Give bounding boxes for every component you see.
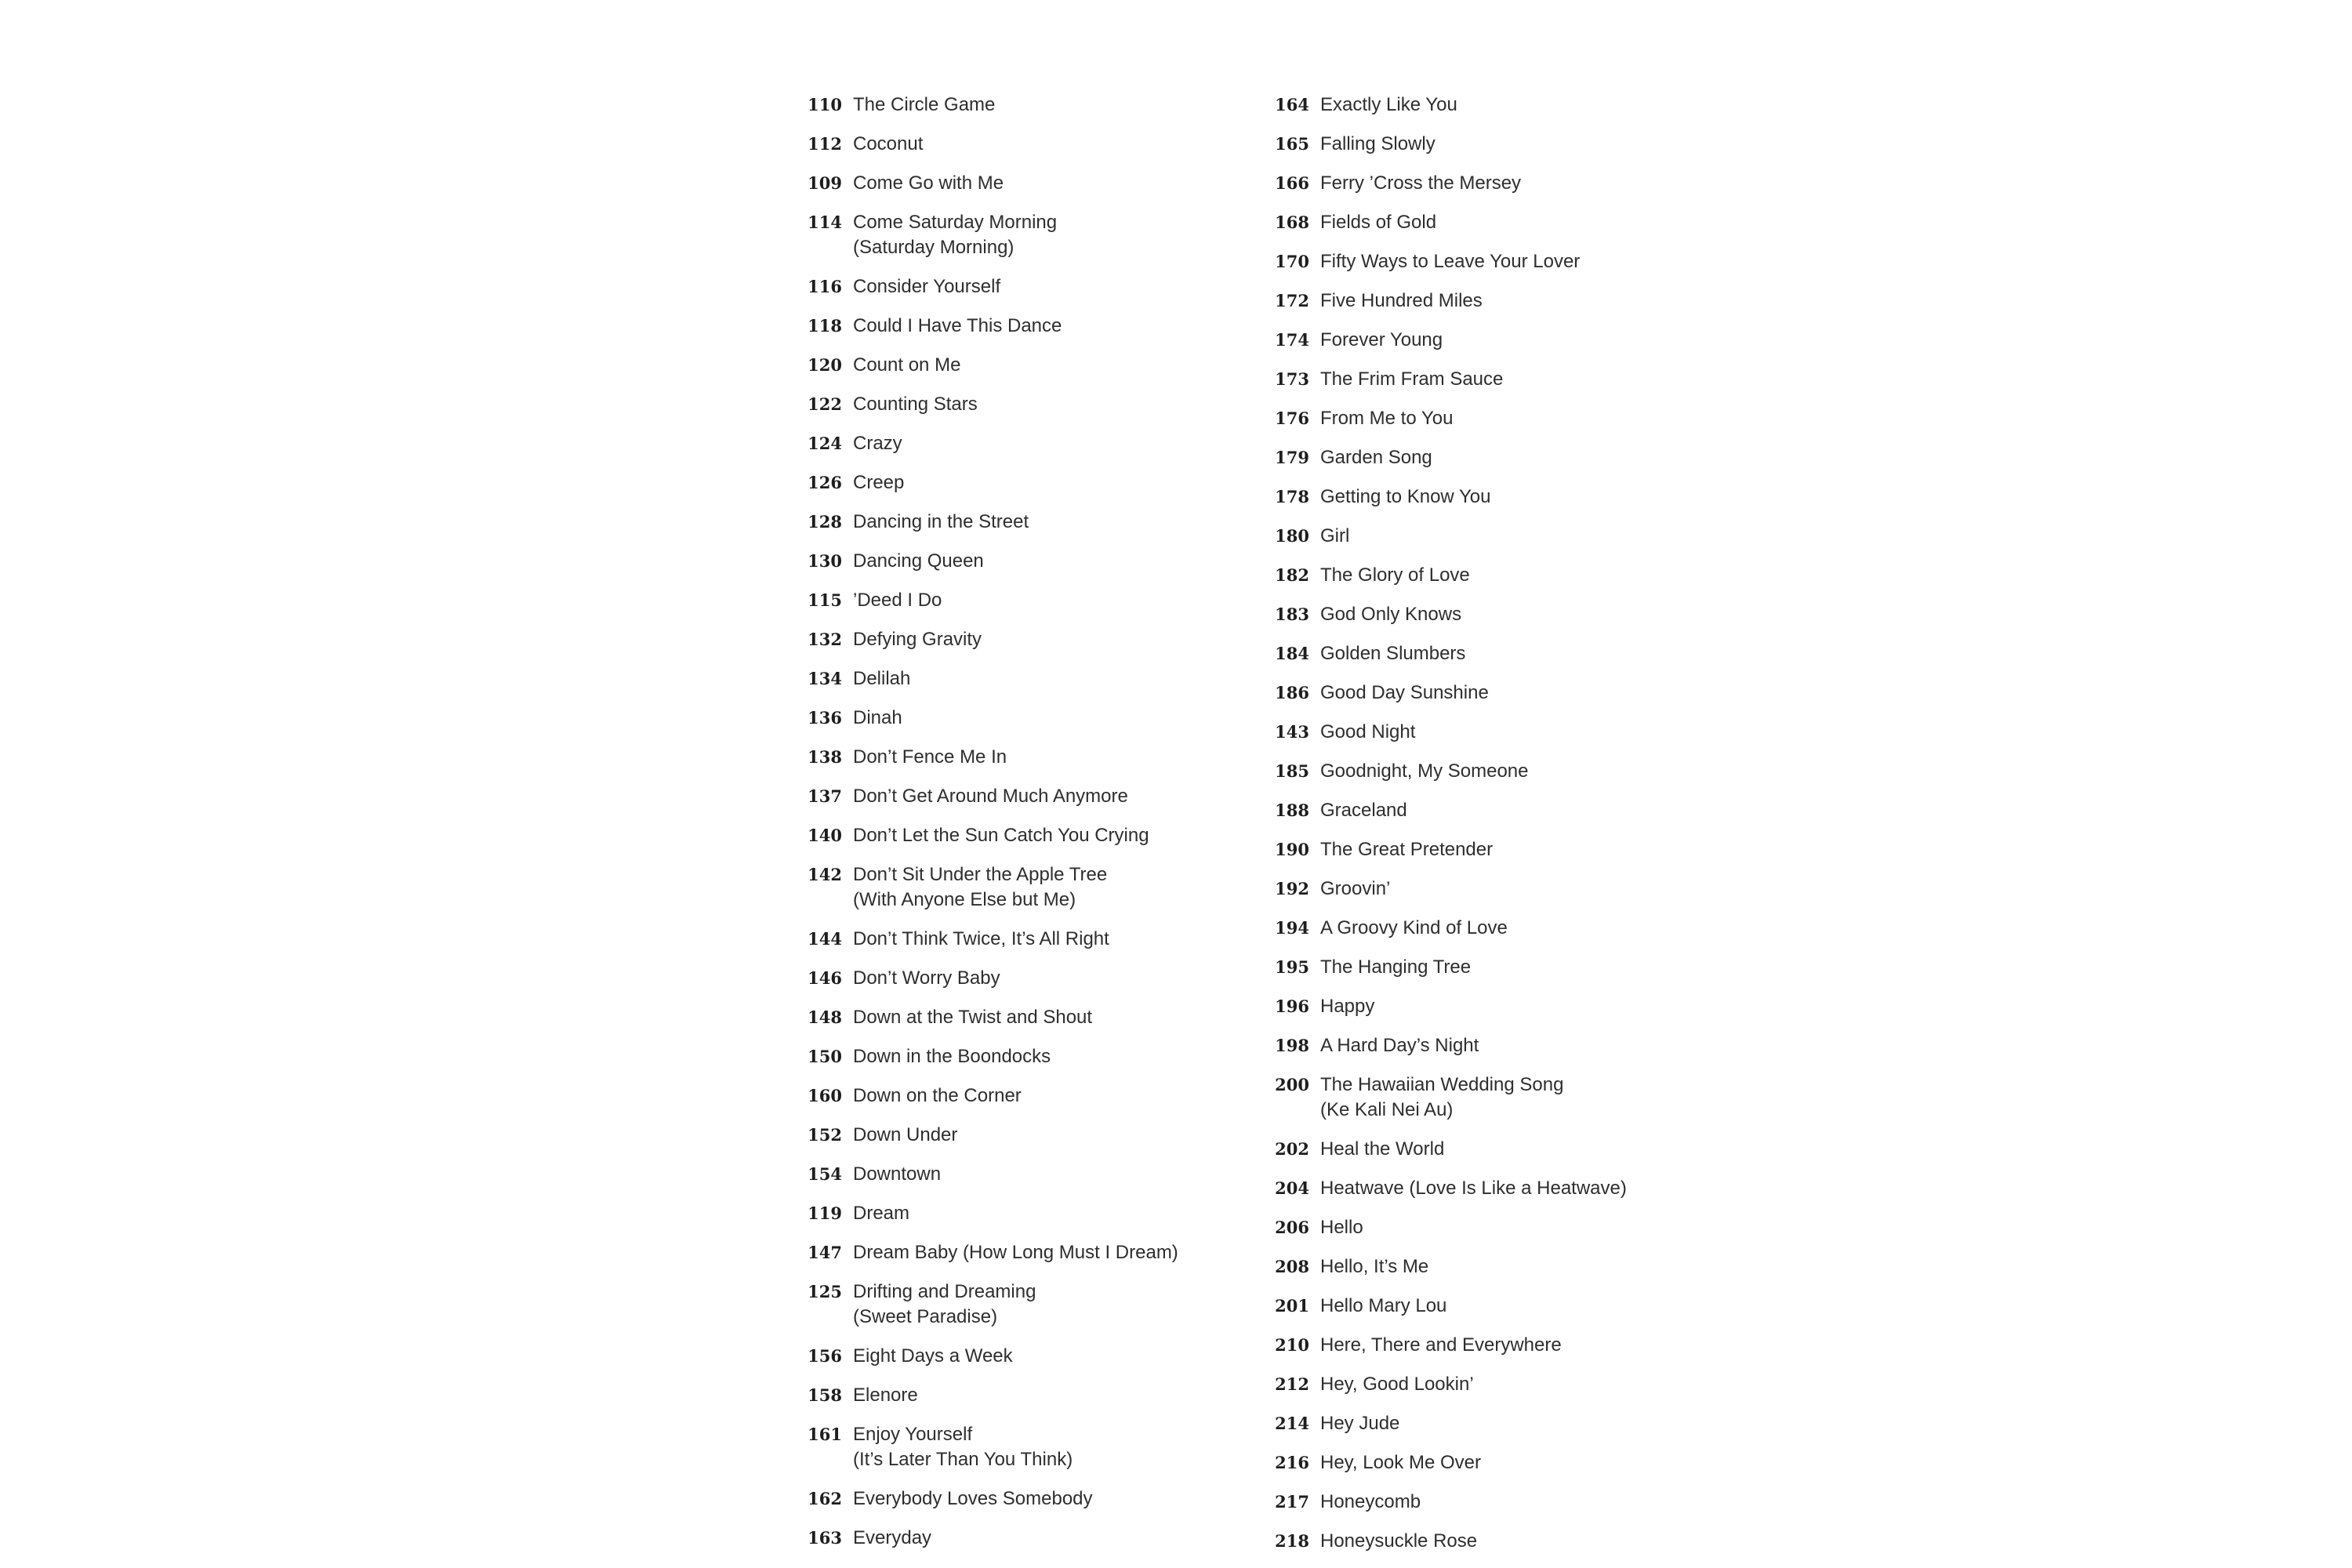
song-title-line: Come Go with Me	[853, 172, 1004, 194]
song-title-line: (Ke Kali Nei Au)	[1320, 1099, 1454, 1120]
song-title	[853, 666, 910, 691]
page-number: 194	[1275, 918, 1309, 938]
song-title	[1320, 406, 1453, 431]
index-entry	[1275, 210, 1714, 235]
index-entry	[1275, 406, 1714, 431]
song-title	[853, 1044, 1051, 1069]
song-title-line: The Circle Game	[853, 94, 996, 115]
index-column-right	[1275, 93, 1714, 1568]
song-title	[853, 1526, 931, 1551]
song-title	[853, 132, 923, 157]
song-title	[1320, 798, 1407, 823]
page-number: 165	[1275, 134, 1309, 154]
page-number: 180	[1275, 526, 1309, 546]
index-entry	[808, 966, 1247, 991]
song-title	[1320, 1529, 1477, 1554]
index-entry	[1275, 171, 1714, 196]
song-title-line: Could I Have This Dance	[853, 315, 1062, 336]
song-title	[853, 392, 978, 417]
page-number: 152	[808, 1125, 842, 1145]
song-title	[1320, 1411, 1399, 1436]
page-number: 170	[1275, 252, 1309, 271]
song-title-line: Everyday	[853, 1527, 932, 1548]
page-number: 162	[808, 1489, 842, 1508]
page-number: 176	[1275, 408, 1309, 428]
index-entry	[1275, 759, 1714, 784]
page-number: 192	[1275, 879, 1309, 898]
index-entry	[1275, 289, 1714, 314]
index-entry	[1275, 877, 1714, 902]
index-entry	[808, 862, 1247, 913]
page-number: 206	[1275, 1218, 1309, 1237]
song-title	[853, 1005, 1092, 1030]
index-entry	[808, 588, 1247, 613]
index-entry	[808, 1005, 1247, 1030]
song-title	[1320, 1372, 1474, 1397]
song-title	[1320, 445, 1432, 470]
page-number: 161	[808, 1425, 842, 1444]
song-title-line: Dancing Queen	[853, 550, 984, 572]
page-number: 112	[808, 134, 842, 154]
page-number: 134	[808, 669, 842, 688]
song-title	[1320, 641, 1465, 666]
song-title-line: Coconut	[853, 133, 924, 154]
index-entry	[808, 549, 1247, 574]
song-title	[1320, 485, 1491, 510]
song-title	[1320, 1333, 1562, 1358]
song-title-line: (It’s Later Than You Think)	[853, 1449, 1073, 1470]
page-number: 160	[808, 1086, 842, 1105]
index-entry	[1275, 720, 1714, 745]
index-entry	[1275, 1073, 1714, 1123]
song-title	[1320, 720, 1415, 745]
song-title-line: Don’t Worry Baby	[853, 967, 1000, 989]
page-number: 116	[808, 277, 842, 296]
page-number: 188	[1275, 800, 1309, 820]
index-entry	[1275, 1033, 1714, 1058]
page-number: 128	[808, 512, 842, 532]
index-entry	[808, 1162, 1247, 1187]
song-title	[1320, 1215, 1363, 1240]
song-title-line: Consider Yourself	[853, 276, 1001, 297]
song-title-line: Heatwave (Love Is Like a Heatwave)	[1320, 1178, 1627, 1199]
index-entry	[808, 1422, 1247, 1472]
page-number: 124	[808, 434, 842, 453]
song-title	[1320, 1254, 1428, 1279]
song-title	[853, 823, 1149, 848]
song-title-line: Creep	[853, 472, 905, 493]
index-entry	[808, 353, 1247, 378]
song-title-line: Count on Me	[853, 354, 961, 376]
song-title-line: Hello Mary Lou	[1320, 1295, 1447, 1316]
page-number: 190	[1275, 840, 1309, 859]
song-title-line: Graceland	[1320, 800, 1407, 821]
index-entry	[1275, 445, 1714, 470]
song-title-line: Good Night	[1320, 721, 1416, 742]
page-number: 174	[1275, 330, 1309, 350]
song-title-line: Getting to Know You	[1320, 486, 1491, 507]
song-title	[853, 431, 902, 456]
song-title	[853, 627, 982, 652]
index-entry	[1275, 1254, 1714, 1279]
song-title	[1320, 602, 1461, 627]
song-title	[853, 1162, 941, 1187]
index-entry	[1275, 641, 1714, 666]
index-entry	[808, 1044, 1247, 1069]
index-entry	[808, 627, 1247, 652]
song-title	[1320, 759, 1529, 784]
song-title-line: Hey Jude	[1320, 1413, 1400, 1434]
song-title-line: Don’t Let the Sun Catch You Crying	[853, 825, 1149, 846]
page-number: 122	[808, 394, 842, 414]
index-entry	[1275, 1294, 1714, 1319]
index-entry	[1275, 93, 1714, 118]
page-number: 137	[808, 786, 842, 806]
index-column-left	[808, 93, 1247, 1565]
song-title-line: Good Day Sunshine	[1320, 682, 1489, 703]
song-title-line: Ferry ’Cross the Mersey	[1320, 172, 1522, 194]
song-title	[1320, 171, 1521, 196]
song-title-line: Crazy	[853, 433, 902, 454]
index-entry	[1275, 602, 1714, 627]
page-number: 202	[1275, 1139, 1309, 1159]
song-title-line: Down in the Boondocks	[853, 1046, 1051, 1067]
page-number: 148	[808, 1007, 842, 1027]
song-title-line: Garden Song	[1320, 447, 1432, 468]
index-entry	[1275, 524, 1714, 549]
song-title-line: Falling Slowly	[1320, 133, 1436, 154]
page-number: 146	[808, 968, 842, 988]
page-number: 195	[1275, 957, 1309, 977]
song-title-line: The Glory of Love	[1320, 564, 1470, 586]
song-title-line: The Great Pretender	[1320, 839, 1494, 860]
song-title-line: Fields of Gold	[1320, 212, 1437, 233]
song-title	[1320, 1073, 1563, 1123]
song-title	[1320, 524, 1349, 549]
index-entry	[808, 210, 1247, 260]
index-entry	[1275, 328, 1714, 353]
index-entry	[808, 431, 1247, 456]
song-title	[1320, 93, 1457, 118]
index-entry	[808, 171, 1247, 196]
song-title-line: Dream	[853, 1203, 910, 1224]
page-number: 210	[1275, 1335, 1309, 1355]
index-entry	[808, 1526, 1247, 1551]
song-title-line: Here, There and Everywhere	[1320, 1334, 1562, 1356]
page-number: 198	[1275, 1036, 1309, 1055]
song-title-line: Don’t Get Around Much Anymore	[853, 786, 1128, 807]
song-title-line: Counting Stars	[853, 394, 978, 415]
song-title-line: Fifty Ways to Leave Your Lover	[1320, 251, 1581, 272]
page-number: 154	[808, 1164, 842, 1184]
song-title-line: Goodnight, My Someone	[1320, 760, 1529, 782]
page-number: 114	[808, 212, 842, 232]
song-title	[853, 510, 1029, 535]
song-title-line: Everybody Loves Somebody	[853, 1488, 1093, 1509]
song-title-line: Defying Gravity	[853, 629, 982, 650]
page-number: 156	[808, 1346, 842, 1366]
index-entry	[1275, 1137, 1714, 1162]
song-title-line: (Saturday Morning)	[853, 237, 1014, 258]
song-title-line: The Frim Fram Sauce	[1320, 368, 1504, 390]
song-title-line: From Me to You	[1320, 408, 1454, 429]
song-title-line: Hey, Look Me Over	[1320, 1452, 1481, 1473]
song-title	[1320, 1294, 1446, 1319]
song-title-line: Dinah	[853, 707, 902, 728]
index-entry	[808, 666, 1247, 691]
page-number: 172	[1275, 291, 1309, 310]
song-title	[1320, 563, 1470, 588]
song-title-line: Hello	[1320, 1217, 1363, 1238]
song-title	[1320, 837, 1493, 862]
song-title	[853, 1486, 1093, 1512]
song-title	[853, 927, 1109, 952]
song-title-line: Come Saturday Morning	[853, 212, 1058, 233]
page-number: 212	[1275, 1374, 1309, 1394]
page-number: 168	[1275, 212, 1309, 232]
song-title	[853, 1201, 909, 1226]
song-title	[853, 470, 904, 495]
song-title	[853, 353, 960, 378]
song-title	[853, 1279, 1036, 1330]
song-title-line: Honeycomb	[1320, 1491, 1421, 1512]
song-title	[1320, 249, 1580, 274]
page-number: 173	[1275, 369, 1309, 389]
song-title	[1320, 1450, 1481, 1475]
song-title-line: Golden Slumbers	[1320, 643, 1466, 664]
index-entry	[1275, 955, 1714, 980]
index-entry	[808, 132, 1247, 157]
song-title	[853, 1123, 957, 1148]
page-number: 143	[1275, 722, 1309, 742]
page-number: 140	[808, 826, 842, 845]
index-entry	[808, 1083, 1247, 1109]
index-entry	[808, 1123, 1247, 1148]
page-number: 138	[808, 747, 842, 767]
song-title	[1320, 1137, 1444, 1162]
page-number: 118	[808, 316, 842, 336]
song-title-line: Don’t Fence Me In	[853, 746, 1007, 768]
page-number: 182	[1275, 565, 1309, 585]
song-title-line: ’Deed I Do	[853, 590, 942, 611]
index-entry	[808, 1486, 1247, 1512]
song-title	[853, 588, 942, 613]
song-title-line: Dream Baby (How Long Must I Dream)	[853, 1242, 1178, 1263]
song-title-line: Drifting and Dreaming	[853, 1281, 1036, 1302]
page-number: 125	[808, 1282, 842, 1301]
page-number: 183	[1275, 604, 1309, 624]
index-entry	[1275, 837, 1714, 862]
song-title	[853, 1422, 1073, 1472]
index-entry	[808, 784, 1247, 809]
index-entry	[808, 510, 1247, 535]
index-entry	[1275, 132, 1714, 157]
song-title-line: Heal the World	[1320, 1138, 1445, 1160]
page-number: 130	[808, 551, 842, 571]
page-number: 184	[1275, 644, 1309, 663]
page-number: 115	[808, 590, 842, 610]
song-title-line: The Hanging Tree	[1320, 956, 1472, 978]
song-title-line: Downtown	[853, 1163, 942, 1185]
index-entry	[808, 93, 1247, 118]
song-title-line: Five Hundred Miles	[1320, 290, 1483, 311]
index-entry	[1275, 1450, 1714, 1475]
page-number: 164	[1275, 95, 1309, 114]
index-entry	[1275, 485, 1714, 510]
song-title-line: (With Anyone Else but Me)	[853, 889, 1076, 910]
index-entry	[808, 927, 1247, 952]
song-title	[1320, 1033, 1479, 1058]
index-entry	[808, 314, 1247, 339]
song-title	[853, 210, 1057, 260]
song-title-line: Eight Days a Week	[853, 1345, 1013, 1367]
song-title-line: Girl	[1320, 525, 1350, 546]
index-entry	[1275, 994, 1714, 1019]
index-entry	[808, 706, 1247, 731]
page-number: 200	[1275, 1075, 1309, 1094]
index-entry	[1275, 1372, 1714, 1397]
page-number: 150	[808, 1047, 842, 1066]
song-title-line: (Sweet Paradise)	[853, 1306, 998, 1327]
page-number: 109	[808, 173, 842, 193]
page-number: 126	[808, 473, 842, 492]
song-title	[853, 862, 1107, 913]
index-entry	[1275, 916, 1714, 941]
index-entry	[808, 274, 1247, 299]
page-number: 147	[808, 1243, 842, 1262]
song-title-line: A Hard Day’s Night	[1320, 1035, 1479, 1056]
index-entry	[1275, 249, 1714, 274]
song-title-line: A Groovy Kind of Love	[1320, 917, 1508, 938]
page-number: 136	[808, 708, 842, 728]
page-number: 179	[1275, 448, 1309, 467]
index-entry	[808, 392, 1247, 417]
page-number: 214	[1275, 1414, 1309, 1433]
index-entry	[808, 823, 1247, 848]
song-title	[853, 171, 1004, 196]
song-title-line: Down on the Corner	[853, 1085, 1022, 1106]
song-title	[853, 1240, 1178, 1265]
page-number: 166	[1275, 173, 1309, 193]
page-number: 196	[1275, 996, 1309, 1016]
index-entry	[1275, 1215, 1714, 1240]
song-title-line: Enjoy Yourself	[853, 1424, 973, 1445]
song-title-line: Delilah	[853, 668, 911, 689]
page-number: 216	[1275, 1453, 1309, 1472]
song-title	[1320, 132, 1436, 157]
page-number: 144	[808, 929, 842, 949]
song-title	[1320, 367, 1503, 392]
page-number: 142	[808, 865, 842, 884]
page-number: 208	[1275, 1257, 1309, 1276]
song-title-line: Honeysuckle Rose	[1320, 1530, 1478, 1552]
page-number: 110	[808, 95, 842, 114]
index-entry	[1275, 798, 1714, 823]
page-number: 204	[1275, 1178, 1309, 1198]
index-entry	[808, 1383, 1247, 1408]
song-title	[1320, 681, 1489, 706]
page-number: 185	[1275, 761, 1309, 781]
index-entry	[1275, 1490, 1714, 1515]
song-title-line: Don’t Sit Under the Apple Tree	[853, 864, 1108, 885]
page-number: 163	[808, 1528, 842, 1548]
song-title	[1320, 1176, 1627, 1201]
song-title-line: Dancing in the Street	[853, 511, 1029, 532]
song-title-line: God Only Knows	[1320, 604, 1462, 625]
song-title	[853, 706, 902, 731]
song-title	[1320, 877, 1390, 902]
page-number: 120	[808, 355, 842, 375]
page-number: 178	[1275, 487, 1309, 506]
song-title	[853, 314, 1062, 339]
index-entry	[808, 745, 1247, 770]
song-title	[853, 784, 1128, 809]
index-entry	[808, 1240, 1247, 1265]
index-entry	[808, 1279, 1247, 1330]
index-entry	[1275, 1333, 1714, 1358]
song-title-line: Hey, Good Lookin’	[1320, 1374, 1474, 1395]
index-entry	[1275, 1529, 1714, 1554]
song-title-line: Happy	[1320, 996, 1375, 1017]
page-number: 158	[808, 1385, 842, 1405]
index-entry	[1275, 1411, 1714, 1436]
page-number: 217	[1275, 1492, 1309, 1512]
page-number: 186	[1275, 683, 1309, 702]
song-title	[853, 549, 984, 574]
index-entry	[1275, 681, 1714, 706]
song-title	[853, 1344, 1013, 1369]
song-title	[853, 93, 995, 118]
index-entry	[808, 470, 1247, 495]
song-title	[1320, 994, 1374, 1019]
song-title	[853, 966, 1000, 991]
song-title	[1320, 210, 1436, 235]
page-number: 218	[1275, 1531, 1309, 1551]
song-title	[853, 745, 1007, 770]
page-number: 132	[808, 630, 842, 649]
song-title-line: Forever Young	[1320, 329, 1443, 350]
song-title	[853, 1083, 1022, 1109]
song-title	[853, 274, 1000, 299]
song-title	[1320, 289, 1483, 314]
song-title	[1320, 916, 1508, 941]
song-title-line: Elenore	[853, 1385, 918, 1406]
song-title-line: The Hawaiian Wedding Song	[1320, 1074, 1564, 1095]
index-entry	[808, 1201, 1247, 1226]
index-entry	[1275, 1176, 1714, 1201]
index-entry	[1275, 563, 1714, 588]
index-entry	[808, 1344, 1247, 1369]
song-title-line: Down Under	[853, 1124, 958, 1145]
index-entry	[1275, 367, 1714, 392]
song-title	[1320, 1490, 1421, 1515]
song-title	[853, 1383, 918, 1408]
song-title-line: Exactly Like You	[1320, 94, 1457, 115]
song-title-line: Down at the Twist and Shout	[853, 1007, 1093, 1028]
song-title-line: Don’t Think Twice, It’s All Right	[853, 928, 1109, 949]
page-number: 201	[1275, 1296, 1309, 1316]
song-title	[1320, 955, 1471, 980]
song-title-line: Groovin’	[1320, 878, 1391, 899]
page-number: 119	[808, 1203, 842, 1223]
song-title	[1320, 328, 1443, 353]
song-title-line: Hello, It’s Me	[1320, 1256, 1429, 1277]
